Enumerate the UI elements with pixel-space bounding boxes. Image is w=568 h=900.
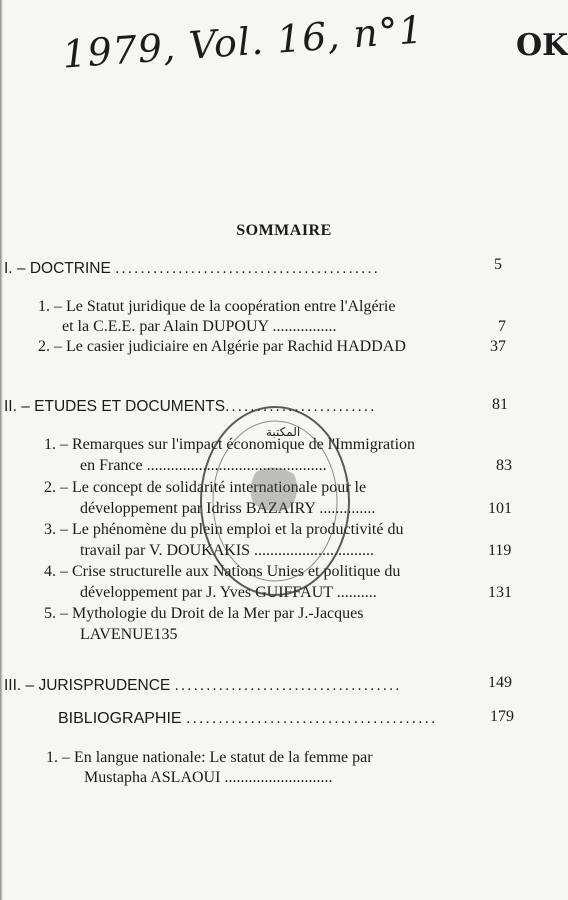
section-heading: BIBLIOGRAPHIE (58, 710, 187, 727)
toc-entry-line2: travail par V. DOUKAKIS .............................. (80, 542, 375, 559)
page-number: 7 (498, 318, 506, 335)
section-bibliographie (58, 710, 437, 728)
section-heading: I. – DOCTRINE (4, 260, 116, 277)
toc-entry-line1: 2. – Le concept de solidarité internationale pour le (44, 479, 367, 496)
leader-dots: .................................... (174, 677, 402, 694)
author-name: LAVENUE (80, 626, 154, 643)
toc-entry-line2: développement par Idriss BAZAIRY .............. (80, 500, 376, 517)
stamp-text: المكتبة (266, 425, 301, 439)
section-doctrine (4, 260, 380, 278)
handwritten-note: 1979, Vol. 16, n°1 (60, 7, 426, 77)
leader-dots: ....................................... (186, 710, 438, 727)
toc-entry-line1: 5. – Mythologie du Droit de la Mer par J.-Jacques (44, 605, 364, 622)
section-heading: II. – ETUDES ET DOCUMENTS (4, 398, 226, 415)
page-number: 5 (494, 256, 502, 273)
page-number: 101 (488, 500, 512, 517)
page-number: 179 (490, 708, 514, 725)
toc-entry-line2: Mustapha ASLAOUI ........................... (84, 769, 333, 786)
page-number: 83 (496, 457, 512, 474)
toc-entry-line1: 3. – Le phénomène du plein emploi et la productivité du (44, 521, 404, 538)
section-jurisprudence (4, 677, 402, 695)
toc-entry-line2: en France ............................................. (80, 457, 327, 474)
toc-entry-line1: 1. – Remarques sur l'impact économique de l'Immigration (44, 436, 416, 453)
page-number: 81 (492, 396, 508, 413)
page-edge-shadow (0, 0, 3, 900)
page-number: 135 (153, 626, 178, 643)
leader-dots: ........................ (225, 398, 377, 415)
leader-dots: .......................................... (115, 260, 380, 277)
handwritten-ok-mark: OK (516, 28, 568, 63)
toc-entry-line1: 4. – Crise structurelle aux Nations Unies et politique du (44, 563, 401, 580)
page-number: 119 (488, 542, 512, 559)
section-etudes (4, 398, 376, 416)
page-number: 37 (490, 338, 506, 355)
toc-entry-line1: 1. – En langue nationale: Le statut de la femme par (46, 749, 373, 766)
toc-entry-line2: et la C.E.E. par Alain DUPOUY ................ (62, 318, 337, 335)
toc-entry-line2 (80, 626, 177, 644)
toc-entry-line2: développement par J. Yves GUIFFAUT .......... (80, 584, 377, 601)
toc-entry-line1: 2. – Le casier judiciaire en Algérie par Rachid HADDAD (38, 338, 406, 355)
page-title: SOMMAIRE (236, 222, 332, 239)
toc-entry-line1: 1. – Le Statut juridique de la coopération entre l'Algérie (38, 298, 396, 315)
page-number: 131 (488, 584, 512, 601)
section-heading: III. – JURISPRUDENCE (4, 677, 175, 694)
page-number: 149 (488, 674, 512, 691)
